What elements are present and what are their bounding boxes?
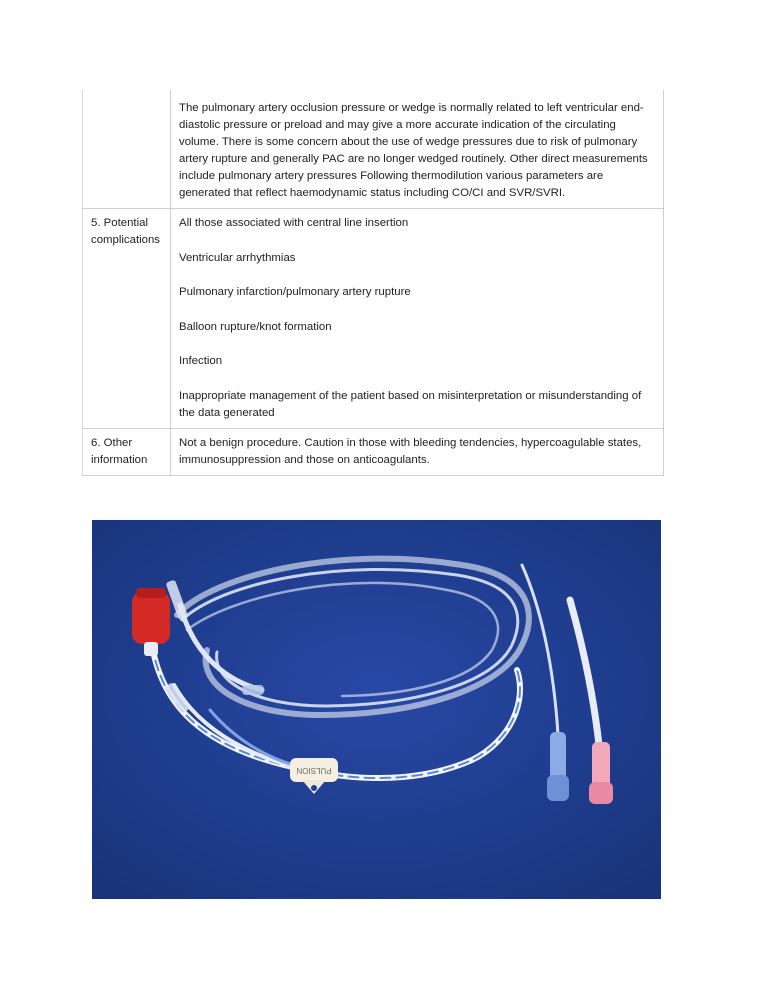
list-item: Infection [179, 355, 223, 367]
blue-hub [547, 732, 569, 801]
table-row [83, 209, 664, 429]
row-content [171, 90, 664, 209]
list-item: Balloon rupture/knot formation [179, 320, 332, 333]
list-item: Pulmonary infarction/pulmonary artery rupture [179, 286, 411, 298]
table-row [83, 90, 664, 209]
information-table [82, 90, 664, 476]
catheter-photo [92, 520, 661, 899]
wedge-pressure-paragraph: The pulmonary artery occlusion pressure or wedge is normally related to left ventricular end-diastolic pressure or preload and may give a more accurate indication of the circulating volume. There is some concern about the use of wedge pressures due to risk of pulmonary artery rupture and generally PAC are no longer wedged routinely. Other direct measurements include pulmonary artery pressures Following thermodilution various parameters are generated that reflect haemodynamic status including CO/CI and SVR/SVRI. [179, 102, 648, 199]
row-label: 6. Other information [83, 428, 171, 475]
complications-list [171, 209, 664, 429]
row-label [83, 90, 171, 209]
svg-text:PULSION: PULSION [296, 766, 332, 775]
other-information-paragraph: Not a benign procedure. Caution in those with bleeding tendencies, hypercoagulable states, immunosuppression and those on anticoagulants. [179, 436, 642, 466]
pink-hub [589, 742, 613, 804]
table-row [83, 428, 664, 475]
list-item: All those associated with central line insertion [179, 217, 409, 229]
list-item: Ventricular arrhythmias [179, 251, 296, 264]
row-content [171, 428, 664, 475]
list-item: Inappropriate management of the patient based on misinterpretation or misunderstanding of the data generated [179, 389, 642, 419]
row-label: 5. Potential complications [83, 209, 171, 429]
